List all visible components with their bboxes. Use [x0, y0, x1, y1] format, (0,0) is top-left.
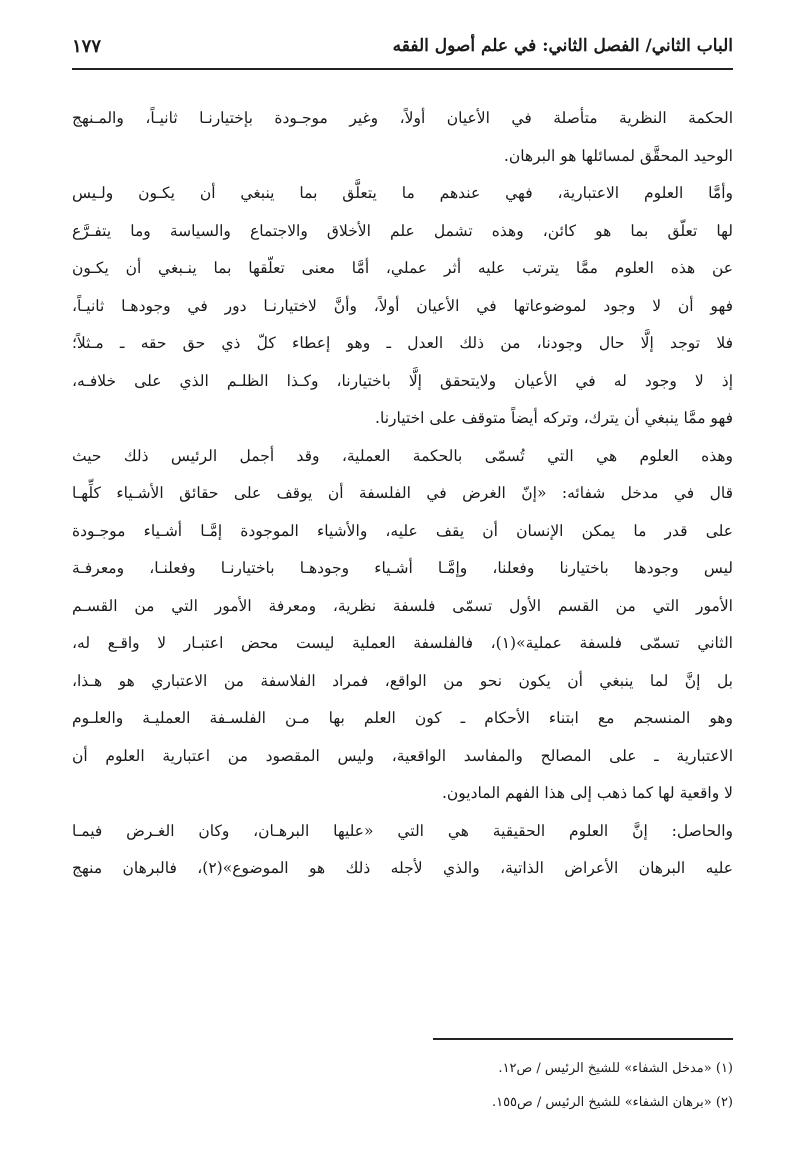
text-line: فهو ممَّا ينبغي أن يترك، وتركه أيضاً متوقف على اختيارنا. [375, 409, 733, 427]
page-number: ١٧٧ [72, 35, 102, 57]
header-title: الباب الثاني/ الفصل الثاني: في علم أصول الفقه [392, 36, 733, 56]
footnotes [72, 1052, 733, 1120]
text-line: قال في مدخل شفائه: «إنّ الغرض في الفلسفة أن يوقف على حقائق الأشـياء كلِّهـا [72, 484, 733, 502]
text-line: عن هذه العلوم ممَّا يترتب عليه أثر عملي، أمَّا معنى تعلّقها بما ينـبغي أن يكـون [72, 259, 733, 277]
text-line: الحكمة النظرية متأصلة في الأعيان أولاً، وغير موجـودة بإختيارنـا ثانيـاً، والمـنهج [72, 109, 733, 127]
text-line: عليه البرهان الأعراض الذاتية، والذي لأجله ذلك هو الموضوع»(٢)، فالبرهان منهج [72, 859, 733, 877]
text-line: لا واقعية لها كما ذهب إلى هذا الفهم الماديون. [441, 784, 733, 802]
footnote: (١) «مدخل الشفاء» للشيخ الرئيس / ص١٢. [498, 1061, 733, 1076]
text-line: الاعتبارية ـ على المصالح والمفاسد الواقعية، وليس المقصود من اعتبارية العلوم أن [72, 746, 733, 765]
text-line: الأمور التي من القسم الأول تسمّى فلسفة نظرية، ومعرفة الأمور التي من القسـم [72, 596, 733, 615]
text-line: فلا توجد إلَّا حال وجودنا، من ذلك العدل ـ وهو إعطاء كلّ ذي حق حقه ـ مـثلاً؛ [72, 334, 733, 352]
text-line: لها تعلّق بما هو كائن، وهذه تشمل علم الأخلاق والاجتماع والسياسة وما يتفـرَّع [72, 221, 733, 240]
text-line: ليس وجودها باختيارنا وفعلنا، وإمَّـا أشـياء وجودهـا باختيارنـا وفعلنـا، ومعرفـة [72, 559, 733, 577]
text-line: بل إنَّ لما ينبغي أن يكون نحو من الواقع، فمراد الفلاسفة من الاعتباري هو هـذا، [72, 671, 733, 690]
running-header [72, 28, 733, 70]
text-line: والحاصل: إنَّ العلوم الحقيقية هي التي «عليها البرهـان، وكان الغـرض فيمـا [72, 821, 733, 840]
text-line: إذ لا وجود له في الأعيان ولايتحقق إلَّا باختيارنا، وكـذا الظلـم الذي على خلافـه، [72, 371, 733, 390]
text-line: على قدر ما يمكن الإنسان أن يقف عليه، والأشياء الموجودة إمَّـا أشـياء موجـودة [72, 521, 733, 540]
text-line: وهو المنسجم مع ابتناء الأحكام ـ كون العلم بها مـن الفلسـفة العمليـة والعلـوم [72, 709, 733, 727]
text-line: فهو أن لا وجود لموضوعاتها في الأعيان أولاً، وأنَّ لاختيارنـا دور في وجودهـا ثانيـاً، [72, 296, 733, 315]
text-line: وهذه العلوم هي التي تُسمّى بالحكمة العملية، وقد أجمل الرئيس ذلك حيث [72, 446, 733, 465]
body-text [72, 100, 733, 888]
text-line: الوحيد المحقَّق لمسائلها هو البرهان. [503, 146, 733, 165]
text-line: وأمَّا العلوم الاعتبارية، فهي عندهم ما يتعلَّق بما ينبغي أن يكـون ولـيس [72, 184, 733, 202]
footnote: (٢) «برهان الشفاء» للشيخ الرئيس / ص١٥٥. [491, 1095, 733, 1110]
footnote-separator [433, 1038, 733, 1040]
text-line: الثاني تسمّى فلسفة عملية»(١)، فالفلسفة العملية ليست محض اعتبـار لا واقـع له، [72, 634, 733, 652]
